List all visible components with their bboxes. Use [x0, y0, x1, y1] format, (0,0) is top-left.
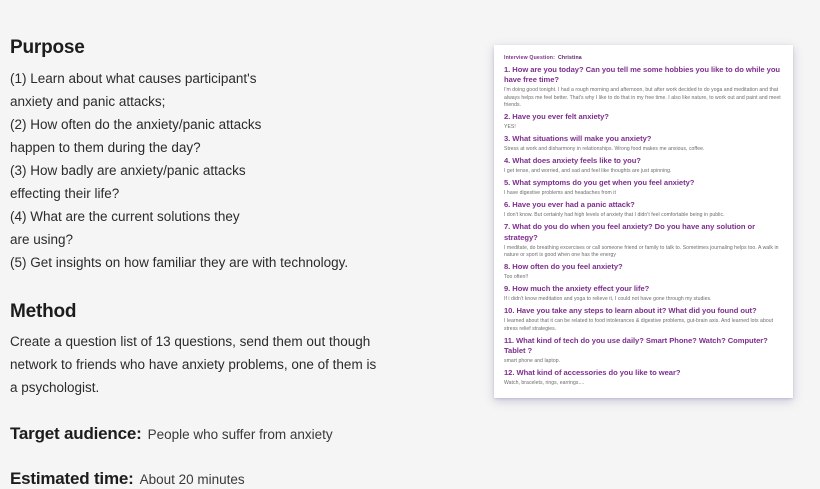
question-text: 7. What do you do when you feel anxiety? Do you have any solution or strategy?	[504, 222, 756, 242]
purpose-line: effecting their life?	[10, 185, 120, 201]
interview-document-page	[494, 45, 793, 398]
target-audience-row	[10, 424, 470, 444]
answer-text: Stress at work and disharmony in relationships. Wrong food makes me anxious, coffee.	[504, 145, 705, 152]
question-text: 6. Have you ever had a panic attack?	[504, 200, 635, 210]
method-lines	[10, 330, 470, 399]
answer-text: If i didn't know meditation and yoga to relieve it, I could not have gone through my studies.	[504, 296, 712, 303]
answer-text: smart phone and laptop.	[504, 358, 561, 365]
question-text: 2. Have you ever felt anxiety?	[504, 111, 609, 121]
answer-text: I meditate, do breathing excercises or call someone friend or family to talk to. Sometimes journaling helps too. A walk in nature or sport is good when one has the energy	[504, 244, 779, 258]
target-audience-value: People who suffer from anxiety	[147, 427, 333, 443]
question-text: 3. What situations will make you anxiety?	[504, 134, 652, 144]
purpose-block	[10, 36, 470, 274]
question-text: 8. How often do you feel anxiety?	[504, 262, 623, 272]
estimated-time-value: About 20 minutes	[139, 472, 245, 488]
question-text: 12. What kind of accessories do you like to wear?	[504, 368, 681, 378]
interview-card-header	[504, 55, 783, 61]
method-heading: Method	[10, 300, 77, 322]
interview-document-card[interactable]	[494, 45, 793, 398]
question-text: 4. What does anxiety feels like to you?	[504, 156, 641, 166]
method-line: a psychologist.	[10, 380, 100, 396]
answer-text: I have digestive problems and headaches from it	[504, 190, 616, 197]
question-text: 11. What kind of tech do you use daily? Smart Phone? Watch? Computer? Tablet ?	[504, 335, 768, 356]
purpose-line: happen to them during the day?	[10, 139, 201, 155]
method-block	[10, 300, 470, 400]
purpose-line: (1) Learn about what causes participant's	[10, 70, 257, 86]
question-text: 1. How are you today? Can you tell me some hobbies you like to do while you have free time?	[504, 65, 781, 85]
question-text: 10. Have you take any steps to learn about it? What did you found out?	[504, 306, 757, 316]
question-text: 5. What symptoms do you get when you feel anxiety?	[504, 178, 695, 188]
purpose-line: (3) How badly are anxiety/panic attacks	[10, 162, 246, 178]
method-line: Create a question list of 13 questions, send them out though	[10, 334, 371, 350]
qa-list	[504, 65, 783, 387]
interview-header-label: Interview Question:	[504, 55, 555, 61]
question-text: 9. How much the anxiety effect your life?	[504, 284, 650, 294]
purpose-line: (5) Get insights on how familiar they are with technology.	[10, 254, 349, 270]
purpose-line: (4) What are the current solutions they	[10, 208, 240, 224]
purpose-heading: Purpose	[10, 37, 85, 58]
answer-text: I get tense, and worried, and sad and feel like thoughts are just spinning.	[504, 168, 672, 175]
purpose-lines	[10, 67, 470, 274]
purpose-line: anxiety and panic attacks;	[10, 93, 166, 109]
left-content-column	[10, 36, 470, 489]
answer-text: I don't know. But certainly had high levels of anxiety that I didn't feel comfortable being in public.	[504, 212, 725, 219]
answer-text: Watch, bracelets, rings, earrings....	[504, 380, 585, 387]
purpose-line: are using?	[10, 231, 74, 247]
target-audience-label: Target audience:	[10, 424, 142, 444]
answer-text: I'm doing good tonight. I had a rough morning and afternoon, but after work decided to do yoga and meditation and that always helps me feel better. That's why I like to do that in my free time. I also like nature, to work out and paint and meet friends.	[504, 87, 781, 108]
method-line: network to friends who have anxiety problems, one of them is	[10, 357, 377, 373]
interview-respondent-name: Christina	[558, 55, 582, 61]
answer-text: YES!	[504, 123, 516, 130]
answer-text: Too often!!	[504, 274, 529, 281]
estimated-time-row	[10, 469, 470, 489]
answer-text: I learned about that it can be related to food intolerances & digestive problems, gut-brain axis. And learned lots about stress relief strategies.	[504, 318, 774, 332]
purpose-line: (2) How often do the anxiety/panic attacks	[10, 116, 262, 132]
estimated-time-label: Estimated time:	[10, 469, 134, 489]
